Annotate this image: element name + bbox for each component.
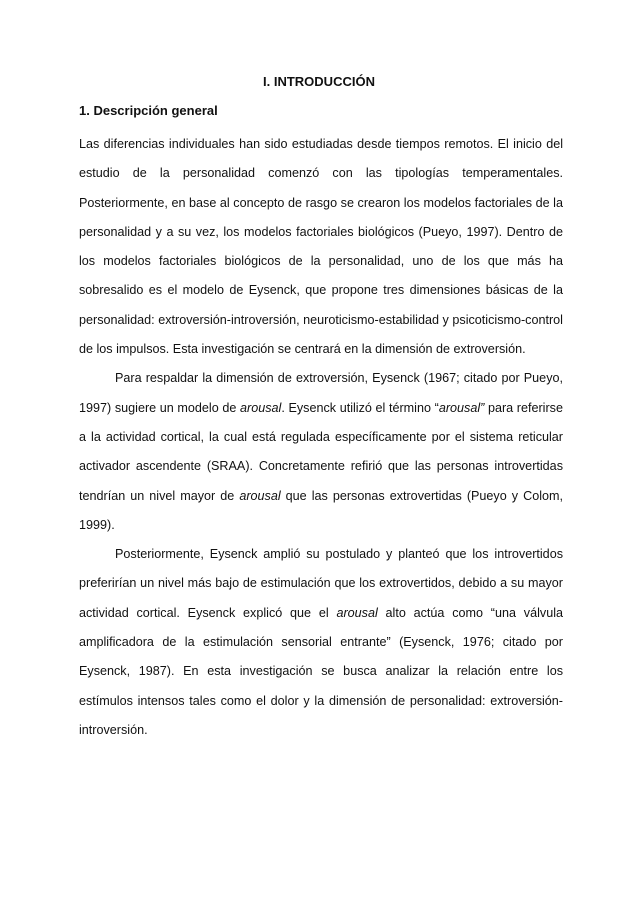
paragraph bbox=[79, 364, 563, 540]
paragraph bbox=[79, 130, 563, 364]
italic-term: arousal bbox=[240, 400, 282, 415]
section-title: I. INTRODUCCIÓN bbox=[263, 74, 375, 89]
subsection-title: 1. Descripción general bbox=[79, 103, 218, 118]
paragraph-text: que las personas extrovertidas (Pueyo y Colom, 1999). bbox=[79, 488, 563, 532]
paragraph-text: Posteriormente, Eysenck amplió su postulado y planteó que los introvertidos preferirían un nivel más bajo de estimulación que los extrovertidos, debido a su mayor actividad cortical. Eysenck explicó que el bbox=[79, 547, 563, 620]
paragraph bbox=[79, 540, 563, 745]
italic-term: arousal bbox=[336, 605, 378, 620]
paragraph-text: alto actúa como “una válvula amplificadora de la estimulación sensorial entrante” (Eysenck, 1976; citado por Eysenck, 1987). En esta investigación se busca analizar la relación entre los estímulos intensos tales como el dolor y la dimensión de personalidad: extroversión-introversión. bbox=[79, 605, 564, 737]
paragraph-text: Las diferencias individuales han sido estudiadas desde tiempos remotos. El inicio del estudio de la personalidad comenzó con las tipologías temperamentales. Posteriormente, en base al concepto de rasgo se crearon los modelos factoriales de la personalidad y a su vez, los modelos factoriales biológicos (Pueyo, 1997). Dentro de los modelos factoriales biológicos de la personalidad, uno de los que más ha sobresalido es el modelo de Eysenck, que propone tres dimensiones básicas de la personalidad: extroversión-introversión, neuroticismo-estabilidad y psicoticismo-control de los impulsos. Esta investigación se centrará en la dimensión de extroversión. bbox=[79, 137, 563, 357]
body-text bbox=[79, 130, 563, 745]
italic-term: arousal bbox=[239, 488, 281, 503]
italic-term: arousal” bbox=[438, 400, 485, 415]
paragraph-text: para referirse a la actividad cortical, la cual está regulada específicamente por el sistema reticular activador ascendente (SRAA). Concretamente refirió que las personas introvertidas tendrían un nivel mayor de bbox=[79, 400, 563, 503]
paragraph-text: . Eysenck utilizó el término “ bbox=[281, 400, 439, 415]
paragraph-text: Para respaldar la dimensión de extroversión, Eysenck (1967; citado por Pueyo, 1997) sugiere un modelo de bbox=[79, 371, 563, 415]
